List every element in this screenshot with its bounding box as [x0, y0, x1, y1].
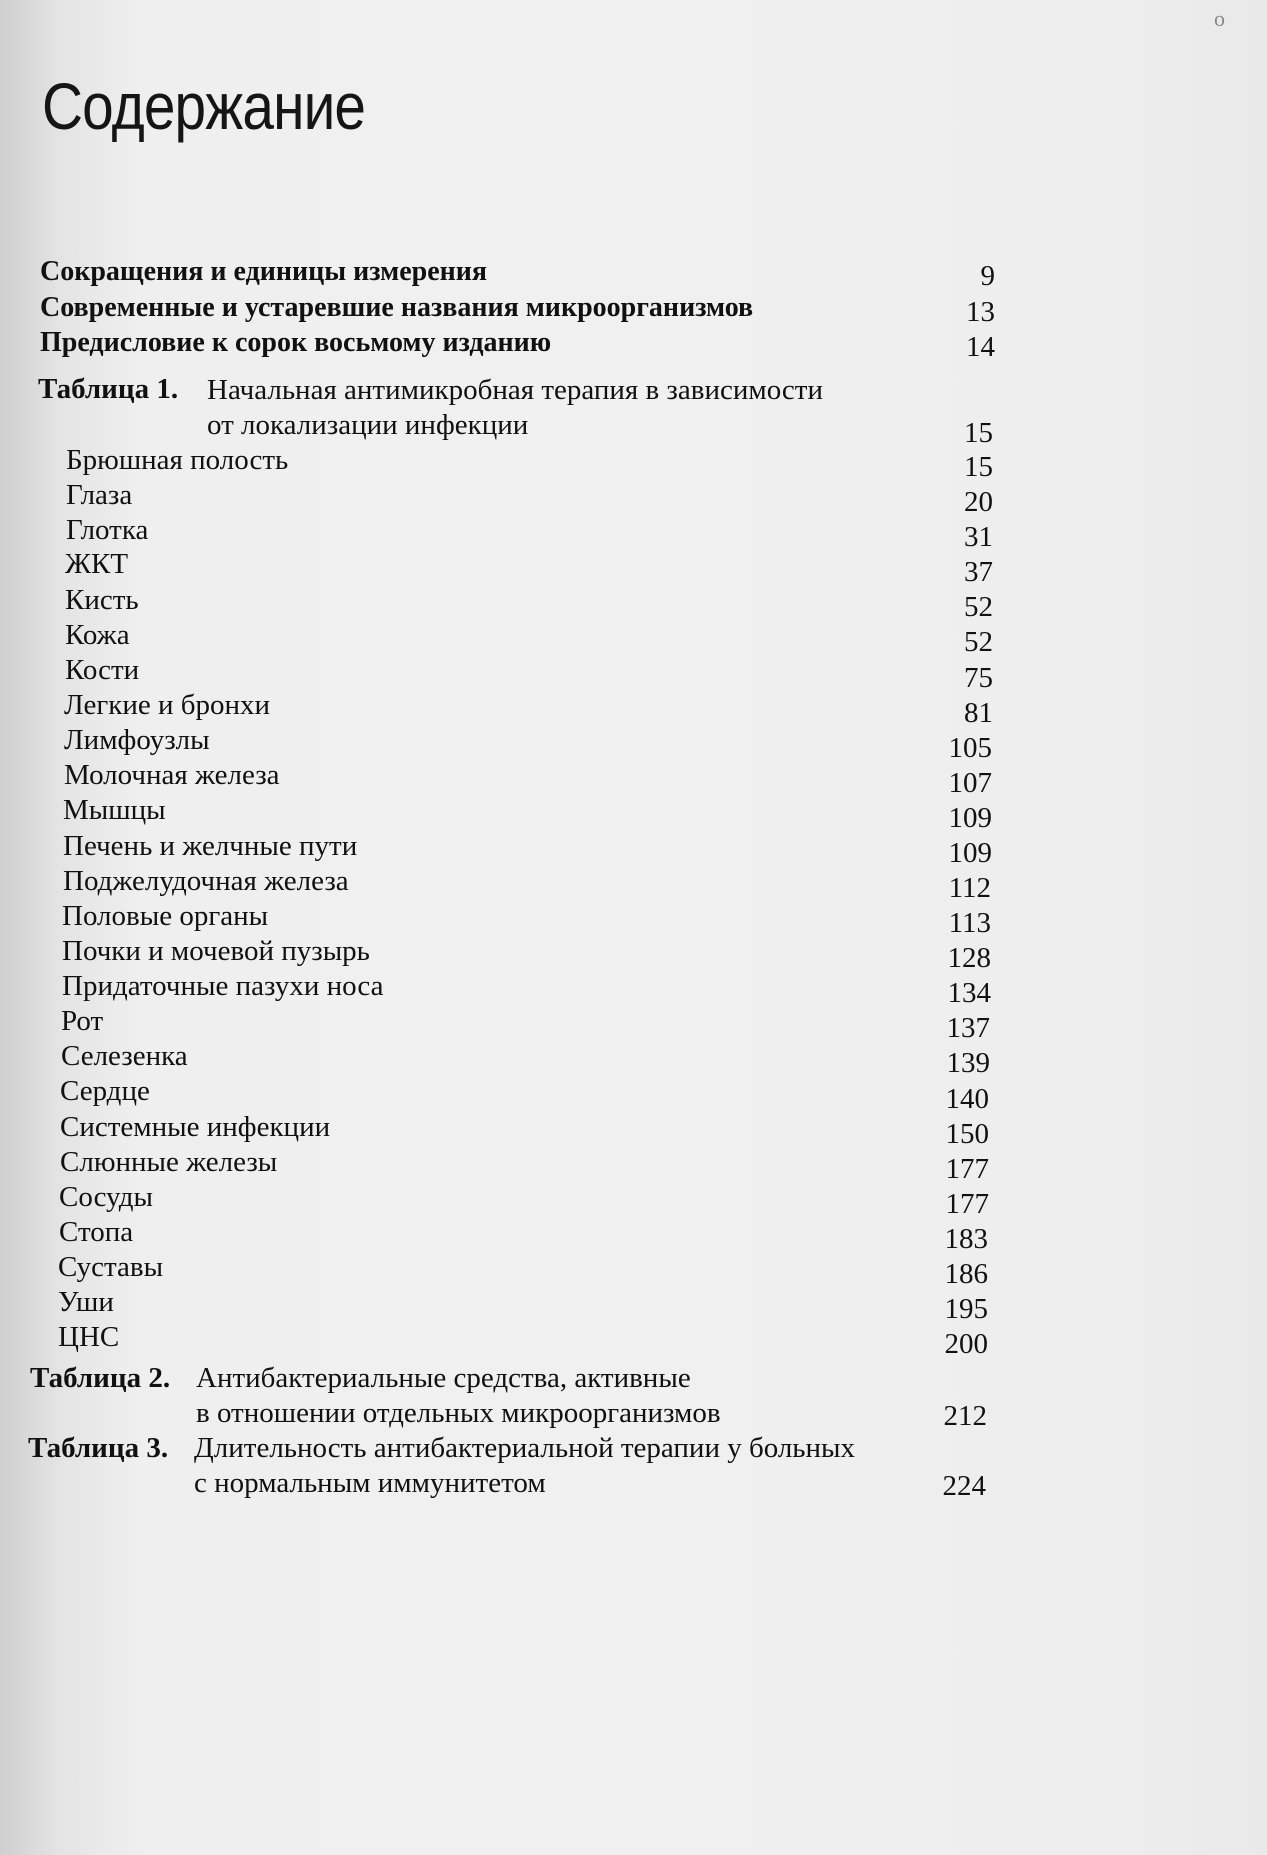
toc-item[interactable]: Суставы — [58, 1251, 164, 1283]
toc-page-number: 183 — [944, 1223, 988, 1255]
toc-page-number: 75 — [964, 662, 993, 694]
toc-page-number: 186 — [944, 1258, 988, 1290]
toc-item[interactable]: Рот — [61, 1005, 104, 1037]
toc-item[interactable]: Стопа — [59, 1216, 134, 1248]
table-label: Таблица 1. — [38, 373, 179, 405]
toc-page-number: 9 — [980, 260, 995, 292]
toc-item[interactable]: Легкие и бронхи — [64, 689, 271, 721]
toc-item[interactable]: Селезенка — [61, 1040, 188, 1072]
toc-page-number: 177 — [945, 1188, 989, 1220]
toc-item[interactable]: Системные инфекции — [60, 1111, 331, 1143]
page-title: Содержание — [42, 69, 366, 143]
toc-page-number: 113 — [948, 907, 991, 939]
toc-item[interactable]: Лимфоузлы — [64, 724, 210, 756]
table-label: Таблица 2. — [30, 1362, 171, 1394]
toc-item[interactable]: Почки и мочевой пузырь — [62, 935, 370, 967]
toc-item[interactable]: Придаточные пазухи носа — [62, 970, 384, 1002]
table-title-line[interactable]: Начальная антимикробная терапия в зависимости — [207, 374, 823, 406]
table-title-line[interactable]: от локализации инфекции — [207, 409, 529, 441]
toc-item[interactable]: Сосуды — [59, 1181, 153, 1213]
toc-page-number: 107 — [948, 767, 992, 799]
toc-page-number: 139 — [946, 1047, 990, 1079]
toc-page-number: 212 — [943, 1400, 987, 1432]
toc-page-number: 200 — [944, 1328, 988, 1360]
table-title-line[interactable]: с нормальным иммунитетом — [194, 1467, 546, 1499]
toc-page-number: 109 — [948, 837, 992, 869]
toc-front-entry[interactable]: Современные и устаревшие названия микроорганизмов — [40, 292, 754, 323]
toc-page-number: 31 — [964, 521, 993, 553]
toc-item[interactable]: Брюшная полость — [66, 444, 289, 476]
toc-item[interactable]: Глаза — [66, 479, 133, 511]
toc-item[interactable]: Поджелудочная железа — [63, 865, 349, 897]
toc-item[interactable]: Кости — [65, 654, 140, 686]
toc-item[interactable]: Сердце — [60, 1075, 150, 1107]
toc-page-number: 20 — [964, 486, 993, 518]
toc-page-number: 13 — [966, 296, 995, 328]
toc-item[interactable]: Мышцы — [63, 794, 166, 826]
toc-page-number: 112 — [948, 872, 991, 904]
toc-page-number: 137 — [946, 1012, 990, 1044]
page-mark: о — [1214, 6, 1225, 31]
table-title-line[interactable]: в отношении отдельных микроорганизмов — [196, 1397, 721, 1429]
toc-front-entry[interactable]: Сокращения и единицы измерения — [40, 256, 488, 287]
toc-item[interactable]: ЖКТ — [65, 548, 129, 580]
toc-item[interactable]: Молочная железа — [64, 759, 280, 791]
toc-page-number: 140 — [945, 1083, 989, 1115]
table-label: Таблица 3. — [28, 1432, 169, 1464]
toc-page-number: 52 — [964, 626, 993, 658]
toc-page-number: 134 — [947, 977, 991, 1009]
toc-item[interactable]: Печень и желчные пути — [63, 830, 358, 862]
toc-page-number: 15 — [964, 451, 993, 483]
toc-page-number: 224 — [942, 1470, 986, 1502]
toc-item[interactable]: Половые органы — [62, 900, 269, 932]
toc-item[interactable]: Глотка — [66, 514, 149, 546]
toc-page-number: 15 — [964, 417, 993, 449]
toc-page-number: 37 — [964, 556, 993, 588]
toc-page-number: 177 — [945, 1153, 989, 1185]
toc-item[interactable]: Уши — [58, 1286, 114, 1318]
toc-item[interactable]: Кожа — [65, 619, 130, 651]
toc-page-number: 109 — [948, 802, 992, 834]
toc-page-number: 52 — [964, 591, 993, 623]
toc-page-number: 150 — [945, 1118, 989, 1150]
toc-item[interactable]: ЦНС — [58, 1321, 120, 1353]
toc-item[interactable]: Кисть — [65, 584, 139, 616]
table-title-line[interactable]: Антибактериальные средства, активные — [196, 1362, 691, 1394]
toc-page-number: 81 — [964, 697, 993, 729]
toc-page-number: 128 — [947, 942, 991, 974]
toc-page-number: 105 — [948, 732, 992, 764]
table-title-line[interactable]: Длительность антибактериальной терапии у больных — [194, 1432, 856, 1464]
toc-page-number: 14 — [966, 331, 995, 363]
toc-front-entry[interactable]: Предисловие к сорок восьмому изданию — [40, 327, 552, 358]
toc-item[interactable]: Слюнные железы — [60, 1146, 278, 1178]
toc-page-number: 195 — [944, 1293, 988, 1325]
